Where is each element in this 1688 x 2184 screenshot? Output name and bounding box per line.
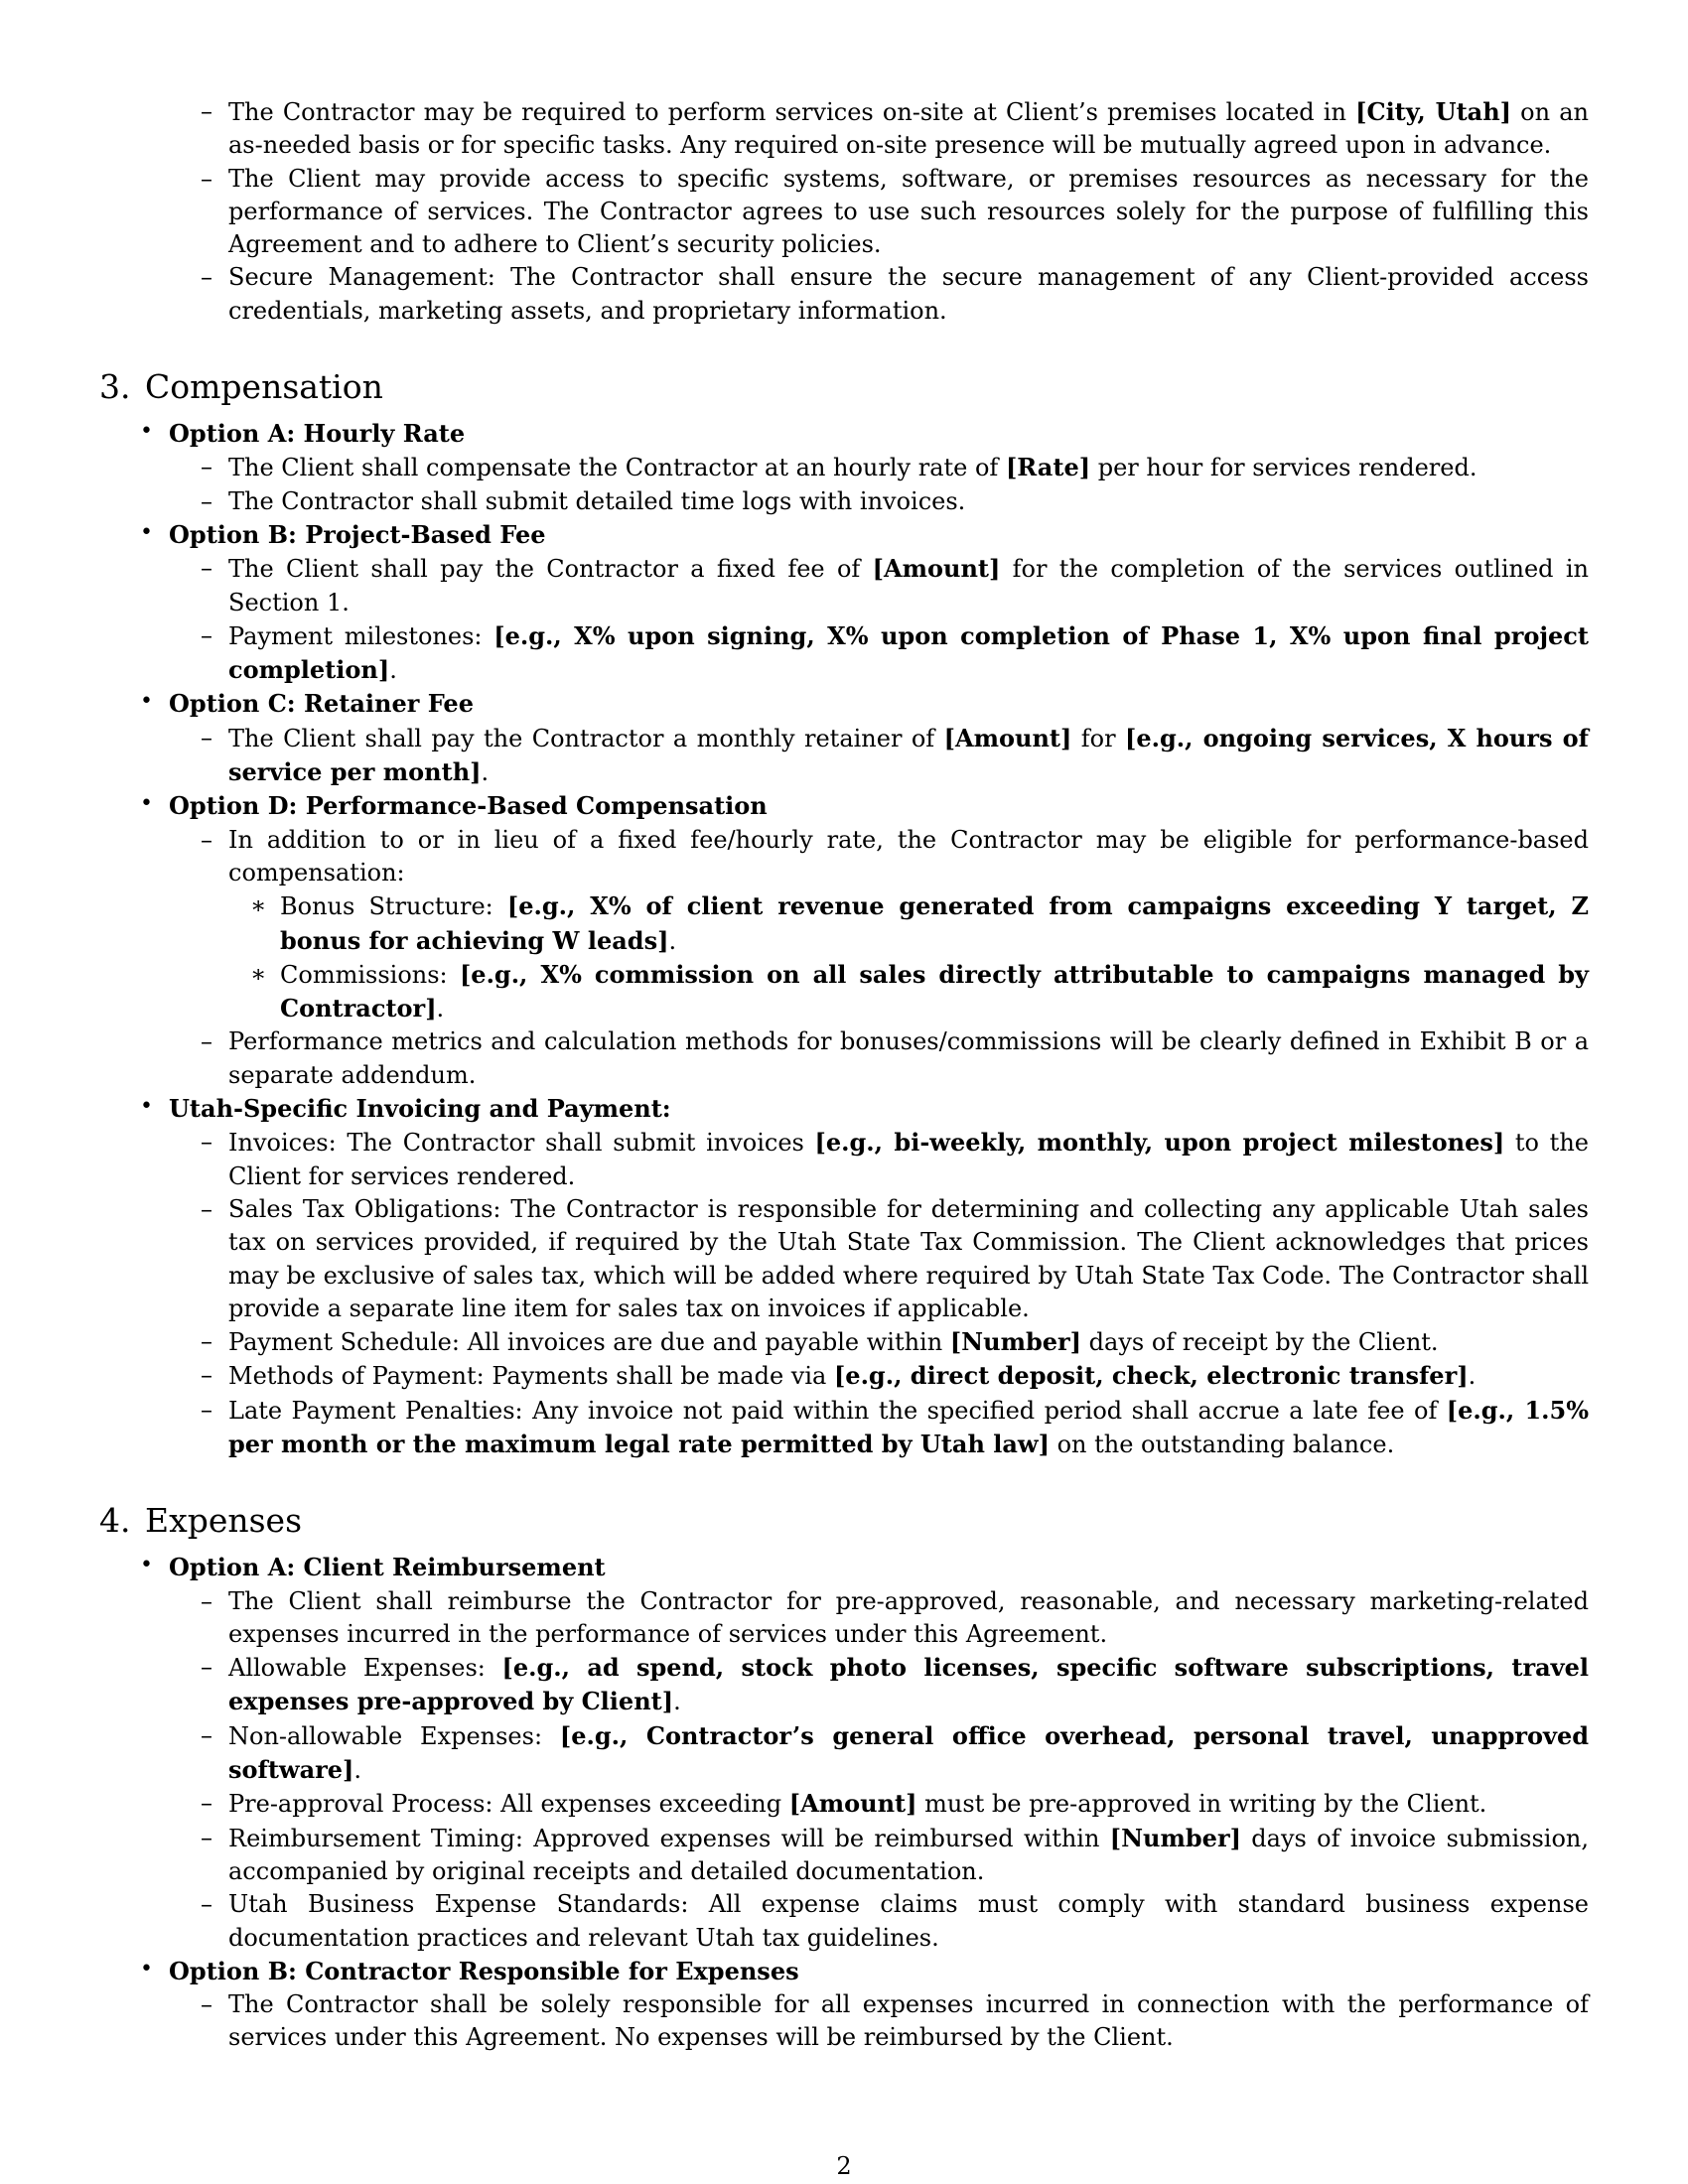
bullet-icon [140, 1953, 153, 1985]
option-sublist [169, 451, 1589, 518]
list-item: – In addition to or in lieu of a fixed fee/hourly rate, the Contractor may be eligible for performance-based compensation: [169, 824, 1589, 890]
dash-icon [201, 1359, 212, 1392]
dash-icon [201, 1787, 212, 1820]
compensation-options [99, 417, 1589, 1461]
list-item: – Allowable Expenses: [e.g., ad spend, stock photo licenses, specific software subscriptions, travel expenses pre-approved by Client]. [169, 1651, 1589, 1719]
bullet-icon [140, 1549, 153, 1581]
option-sublist [169, 1988, 1589, 2055]
dash-icon [201, 1888, 212, 1921]
list-item: – Methods of Payment: Payments shall be made via [e.g., direct deposit, check, electronic transfer]. [169, 1359, 1589, 1393]
list-item: – Late Payment Penalties: Any invoice not paid within the specified period shall accrue a late fee of [e.g., 1.5% per month or the maximum legal rate permitted by Utah law] on the outstanding balance. [169, 1394, 1589, 1462]
dash-icon [201, 1325, 212, 1358]
page-number: 2 [836, 2152, 852, 2180]
list-item: – The Contractor shall submit detailed time logs with invoices. [169, 485, 1589, 518]
bullet-icon [140, 685, 153, 718]
list-item: – Sales Tax Obligations: The Contractor is responsible for determining and collecting any applicable Utah sales tax on services provided, if required by the Utah State Tax Commission. The Client acknowledges that prices may be exclusive of sales tax, which will be added where required by Utah State Tax Code. The Contractor shall provide a separate line item for sales tax on invoices if applicable. [169, 1193, 1589, 1325]
option-sublist [169, 1126, 1589, 1461]
option-sublist [169, 722, 1589, 790]
list-item: – The Contractor may be required to perform services on-site at Client’s premises located in [City, Utah] on an as-needed basis or for specific tasks. Any required on-site presence will be mutually agreed upon in advance. [169, 95, 1589, 163]
dash-icon [201, 163, 212, 196]
dash-icon [201, 1025, 212, 1058]
intro-list [169, 95, 1589, 328]
list-item: – Invoices: The Contractor shall submit invoices [e.g., bi-weekly, monthly, upon project milestones] to the Client for services rendered. [169, 1126, 1589, 1193]
dash-icon [201, 1193, 212, 1226]
list-item: ∗ Bonus Structure: [e.g., X% of client revenue generated from campaigns exceeding Y target, Z bonus for achieving W leads]. [228, 889, 1589, 958]
bullet-icon [140, 1090, 153, 1123]
dash-icon [201, 261, 212, 294]
list-item: – The Client shall reimburse the Contractor for pre-approved, reasonable, and necessary marketing-related expenses incurred in the performance of services under this Agreement. [169, 1585, 1589, 1652]
option-item: • Option A: Client Reimbursement [99, 1551, 1589, 1584]
dash-icon [201, 722, 212, 754]
dash-icon [201, 485, 212, 518]
list-item: – Pre-approval Process: All expenses exceeding [Amount] must be pre-approved in writing by the Client. [169, 1787, 1589, 1821]
option-sublist [169, 552, 1589, 687]
list-item: – The Client shall compensate the Contractor at an hourly rate of [Rate] per hour for services rendered. [169, 451, 1589, 484]
dash-icon [201, 619, 212, 652]
expenses-options [99, 1551, 1589, 2054]
dash-icon [201, 1822, 212, 1854]
list-item: – Payment milestones: [e.g., X% upon signing, X% upon completion of Phase 1, X% upon final project completion]. [169, 619, 1589, 688]
option-item: • Option D: Performance-Based Compensation [99, 789, 1589, 823]
list-item: – Performance metrics and calculation methods for bonuses/commissions will be clearly defined in Exhibit B or a separate addendum. [169, 1025, 1589, 1092]
bullet-icon [140, 415, 153, 448]
list-item: – Non-allowable Expenses: [e.g., Contractor’s general office overhead, personal travel, unapproved software]. [169, 1719, 1589, 1788]
bullet-icon [140, 787, 153, 820]
dash-icon [201, 1585, 212, 1618]
dash-icon [201, 824, 212, 857]
option-item: • Option C: Retainer Fee [99, 687, 1589, 721]
dash-icon [201, 1651, 212, 1684]
option-sublist [169, 1585, 1589, 1955]
list-item: ∗ Commissions: [e.g., X% commission on all sales directly attributable to campaigns managed by Contractor]. [228, 958, 1589, 1026]
nested-sublist [228, 889, 1589, 1025]
dash-icon [201, 552, 212, 585]
dash-icon [201, 1988, 212, 2021]
list-item: – The Client may provide access to specific systems, software, or premises resources as necessary for the performance of services. The Contractor agrees to use such resources solely for the purpose of fulfilling this Agreement and to adhere to Client’s security policies. [169, 163, 1589, 262]
list-item: – Reimbursement Timing: Approved expenses will be reimbursed within [Number] days of invoice submission, accompanied by original receipts and detailed documentation. [169, 1822, 1589, 1889]
list-item: – Secure Management: The Contractor shall ensure the secure management of any Client-provided access credentials, marketing assets, and proprietary information. [169, 261, 1589, 328]
option-item: • Utah-Specific Invoicing and Payment: [99, 1092, 1589, 1126]
dash-icon [201, 1126, 212, 1159]
list-item: – The Client shall pay the Contractor a monthly retainer of [Amount] for [e.g., ongoing services, X hours of service per month]. [169, 722, 1589, 790]
bullet-icon [140, 516, 153, 549]
option-item: • Option B: Contractor Responsible for Expenses [99, 1955, 1589, 1988]
dash-icon [201, 95, 212, 128]
option-item: • Option A: Hourly Rate [99, 417, 1589, 451]
list-item: – Utah Business Expense Standards: All expense claims must comply with standard business expense documentation practices and relevant Utah tax guidelines. [169, 1888, 1589, 1955]
list-item: – The Contractor shall be solely responsible for all expenses incurred in connection with the performance of services under this Agreement. No expenses will be reimbursed by the Client. [169, 1988, 1589, 2055]
dash-icon [201, 1394, 212, 1427]
dash-icon [201, 1719, 212, 1752]
dash-icon [201, 451, 212, 483]
section-heading-expenses: 4. Expenses [99, 1501, 303, 1541]
list-item: – The Client shall pay the Contractor a fixed fee of [Amount] for the completion of the services outlined in Section 1. [169, 552, 1589, 619]
document-page [99, 95, 1589, 2055]
option-sublist [169, 824, 1589, 1092]
list-item: – Payment Schedule: All invoices are due and payable within [Number] days of receipt by the Client. [169, 1325, 1589, 1359]
section-heading-compensation: 3. Compensation [99, 367, 383, 407]
option-item: • Option B: Project-Based Fee [99, 518, 1589, 552]
asterisk-icon [250, 889, 266, 922]
asterisk-icon [250, 958, 266, 991]
